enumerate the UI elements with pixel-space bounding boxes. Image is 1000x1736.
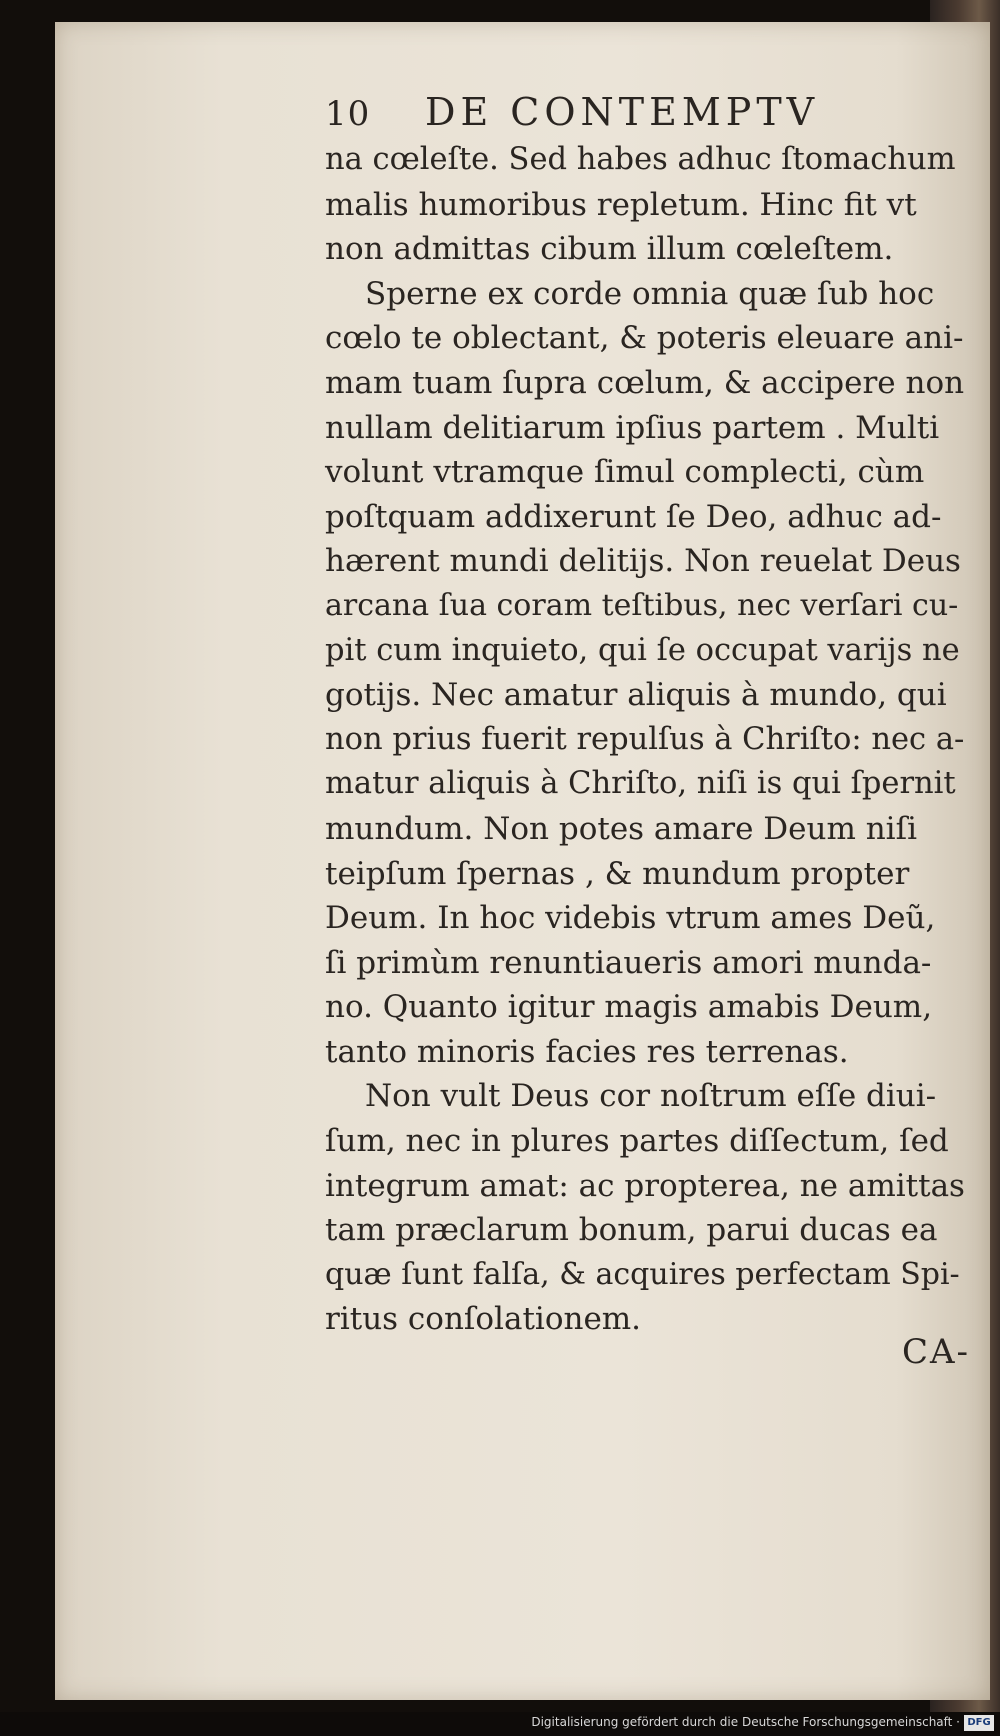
text-line: integrum amat: ac propterea, ne amittas [325,1167,965,1204]
text-line: Non vult Deus cor noſtrum eſſe diui- [365,1078,937,1115]
text-line: arcana ſua coram teſtibus, nec verſari cu- [325,587,959,623]
text-line: Deum. In hoc videbis vtrum ames Deũ, [325,900,936,937]
page-text-area [325,90,965,1342]
catchword: CA- [901,1332,970,1372]
text-line: na cœleſte. Sed habes adhuc ſtomachum [325,142,956,177]
text-line: ſum, nec in plures partes diſſectum, ſed [325,1123,949,1160]
running-head [325,90,965,138]
text-line: mundum. Non potes amare Deum niſi [325,810,917,847]
text-line: ritus conſolationem. [325,1301,642,1338]
text-line: malis humoribus repletum. Hinc fit vt [325,186,917,223]
body-text [325,138,965,1342]
text-line: volunt vtramque ſimul complecti, cùm [325,454,925,491]
text-line: teipſum ſpernas , & mundum propter [325,855,910,892]
text-line: non admittas cibum illum cœleſtem. [325,231,894,268]
text-line: no. Quanto igitur magis amabis Deum, [325,989,933,1026]
text-line: tam præclarum bonum, parui ducas ea [325,1212,938,1249]
text-line: pit cum inquieto, qui ſe occupat varijs ne [325,632,960,668]
dfg-logo: DFG [964,1715,994,1731]
text-line: hærent mundi delitijs. Non reuelat Deus [325,543,961,580]
running-title: DE CONTEMPTV [425,90,820,134]
text-line: tanto minoris facies res terrenas. [325,1033,849,1070]
text-line: nullam delitiarum ipſius partem . Multi [325,409,940,446]
text-line: Sperne ex corde omnia quæ ſub hoc [365,275,935,312]
text-line: non prius fuerit repulſus à Chriſto: nec a- [325,721,965,757]
text-line: ſi primùm renuntiaueris amori munda- [325,944,932,981]
text-line: cœlo te oblectant, & poteris eleuare ani- [325,320,964,357]
text-line: poſtquam addixerunt ſe Deo, adhuc ad- [325,498,942,535]
funding-credit: Digitalisierung gefördert durch die Deutsche Forschungsgemeinschaft · [531,1715,960,1729]
text-line: gotijs. Nec amatur aliquis à mundo, qui [325,677,947,714]
text-line: mam tuam ſupra cœlum, & accipere non [325,364,965,401]
digitization-footer [0,1712,1000,1736]
text-line: matur aliquis à Chriſto, niſi is qui ſpernit [325,766,956,802]
text-line: quæ ſunt falſa, & acquires perfectam Spi- [325,1256,960,1292]
page-number: 10 [325,94,371,134]
book-page [55,22,990,1700]
